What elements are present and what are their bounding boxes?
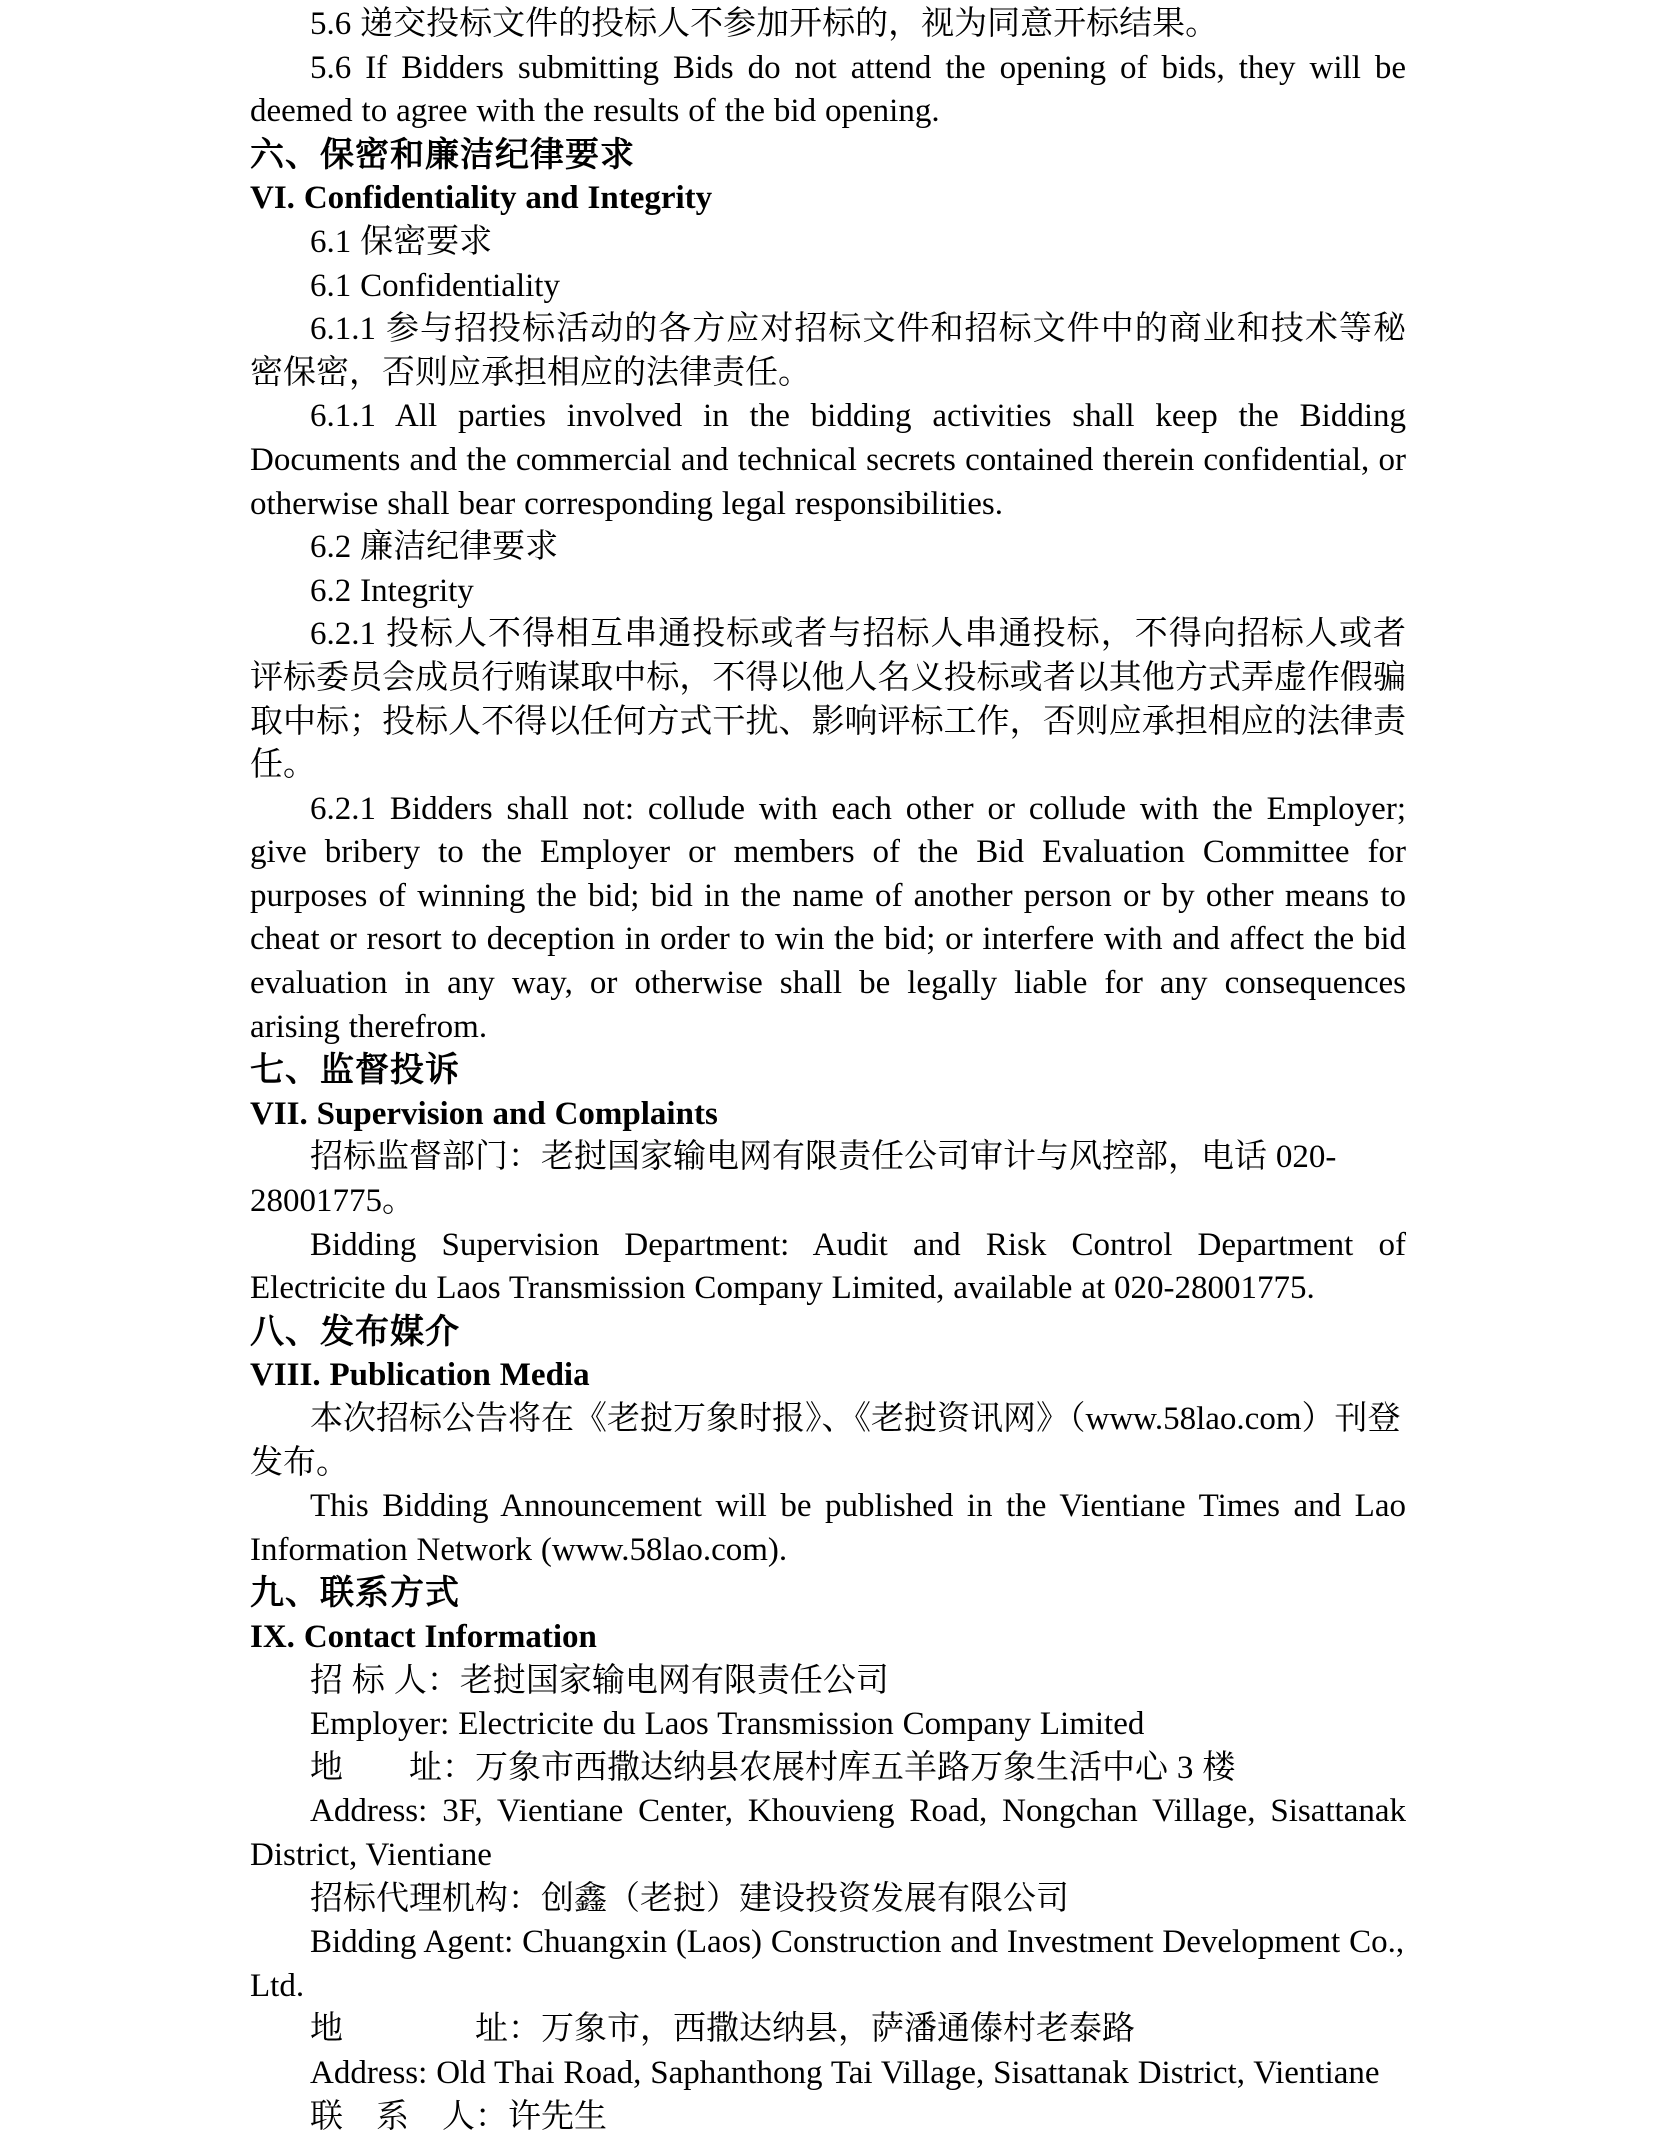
paragraph: Bidding Supervision Department: Audit and Risk Control Department of Electricite du Laos Transmission Company Limited, available at 020-28001775. bbox=[250, 1224, 1406, 1311]
paragraph: 招标监督部门：老挝国家输电网有限责任公司审计与风控部，电话 020-28001775。 bbox=[250, 1136, 1406, 1223]
section-heading: IX. Contact Information bbox=[250, 1616, 1406, 1660]
section-heading: 六、保密和廉洁纪律要求 bbox=[250, 134, 1406, 178]
paragraph: 6.1 Confidentiality bbox=[250, 265, 1406, 309]
paragraph: 招标代理机构：创鑫（老挝）建设投资发展有限公司 bbox=[250, 1878, 1406, 1922]
paragraph: This Bidding Announcement will be published in the Vientiane Times and Lao Information Network (www.58lao.com). bbox=[250, 1485, 1406, 1572]
section-heading: VIII. Publication Media bbox=[250, 1354, 1406, 1398]
section-heading: 七、监督投诉 bbox=[250, 1049, 1406, 1093]
paragraph: 地 址：万象市，西撒达纳县，萨潘通傣村老泰路 bbox=[250, 2008, 1406, 2052]
paragraph: Address: 3F, Vientiane Center, Khouvieng Road, Nongchan Village, Sisattanak District, Vientiane bbox=[250, 1790, 1406, 1877]
document-content bbox=[250, 3, 1406, 2139]
paragraph: 6.1.1 参与招投标活动的各方应对招标文件和招标文件中的商业和技术等秘密保密，否则应承担相应的法律责任。 bbox=[250, 308, 1406, 395]
paragraph: 5.6 递交投标文件的投标人不参加开标的，视为同意开标结果。 bbox=[250, 3, 1406, 47]
paragraph: 5.6 If Bidders submitting Bids do not attend the opening of bids, they will be deemed to agree with the results of the bid opening. bbox=[250, 47, 1406, 134]
paragraph: 地 址：万象市西撒达纳县农展村库五羊路万象生活中心 3 楼 bbox=[250, 1747, 1406, 1791]
paragraph: 联 系 人：许先生 bbox=[250, 2096, 1406, 2139]
paragraph: Bidding Agent: Chuangxin (Laos) Construction and Investment Development Co., Ltd. bbox=[250, 1921, 1406, 2008]
paragraph: 招 标 人：老挝国家输电网有限责任公司 bbox=[250, 1660, 1406, 1704]
paragraph: 6.2 廉洁纪律要求 bbox=[250, 526, 1406, 570]
section-heading: VII. Supervision and Complaints bbox=[250, 1093, 1406, 1137]
paragraph: Employer: Electricite du Laos Transmission Company Limited bbox=[250, 1703, 1406, 1747]
paragraph: 6.1.1 All parties involved in the bidding activities shall keep the Bidding Documents and the commercial and technical secrets contained therein confidential, or otherwise shall bear corresponding legal responsibilities. bbox=[250, 395, 1406, 526]
paragraph: 6.2.1 投标人不得相互串通投标或者与招标人串通投标，不得向招标人或者评标委员会成员行贿谋取中标，不得以他人名义投标或者以其他方式弄虚作假骗取中标；投标人不得以任何方式干扰、影响评标工作，否则应承担相应的法律责任。 bbox=[250, 613, 1406, 787]
section-heading: 九、联系方式 bbox=[250, 1572, 1406, 1616]
section-heading: 八、发布媒介 bbox=[250, 1311, 1406, 1355]
paragraph: 6.2.1 Bidders shall not: collude with each other or collude with the Employer; give bribery to the Employer or members of the Bid Evaluation Committee for purposes of winning the bid; bid in the name of another person or by other means to cheat or resort to deception in order to win the bid; or interfere with and affect the bid evaluation in any way, or otherwise shall be legally liable for any consequences arising therefrom. bbox=[250, 788, 1406, 1050]
paragraph: 6.2 Integrity bbox=[250, 570, 1406, 614]
paragraph: Address: Old Thai Road, Saphanthong Tai Village, Sisattanak District, Vientiane bbox=[250, 2052, 1406, 2096]
paragraph: 6.1 保密要求 bbox=[250, 221, 1406, 265]
paragraph: 本次招标公告将在《老挝万象时报》、《老挝资讯网》（www.58lao.com）刊登发布。 bbox=[250, 1398, 1406, 1485]
section-heading: VI. Confidentiality and Integrity bbox=[250, 177, 1406, 221]
